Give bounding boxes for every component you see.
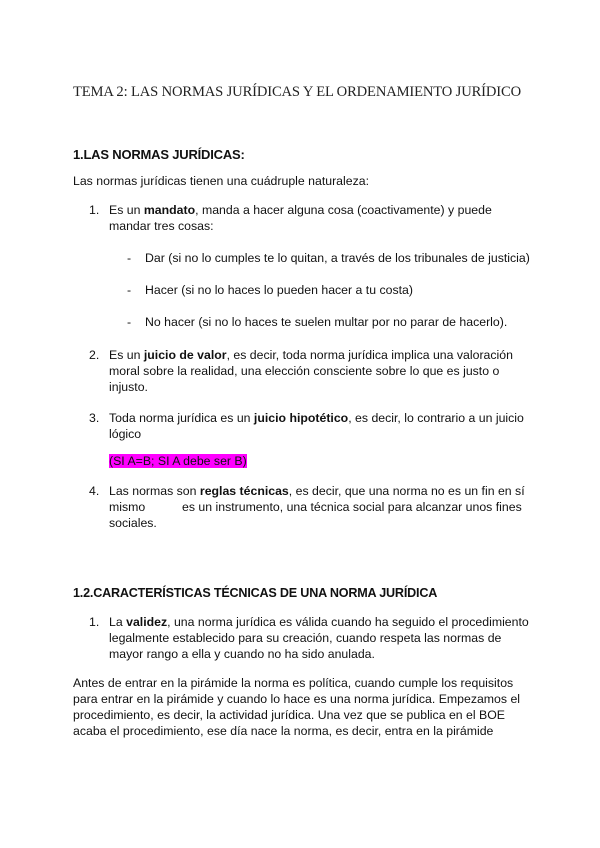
list-item-line: injusto.	[109, 380, 148, 394]
list-item-line: mismo	[109, 500, 146, 514]
list-item-line: mayor rango a ella y cuando no ha sido anulada.	[109, 647, 375, 661]
list-item-line: Es un juicio de valor, es decir, toda norma jurídica implica una valoración	[109, 348, 513, 362]
paragraph-line: acaba el procedimiento, ese día nace la norma, es decir, entra en la pirámide	[73, 724, 494, 738]
list-item-line: moral sobre la realidad, una elección consciente sobre lo que es justo o	[109, 364, 500, 378]
list-item-line: mandar tres cosas:	[109, 219, 214, 233]
list-item-line: lógico	[109, 427, 142, 441]
subitem-dash: -	[127, 315, 132, 329]
document-title: TEMA 2: LAS NORMAS JURÍDICAS Y EL ORDENAMIENTO JURÍDICO	[73, 84, 521, 100]
subitem-dash: -	[127, 251, 132, 265]
subitem-text: Dar (si no lo cumples te lo quitan, a través de los tribunales de justicia)	[145, 251, 530, 265]
list-item-line: sociales.	[109, 516, 157, 530]
paragraph-line: procedimiento, es decir, la actividad jurídica. Una vez que se publica en el BOE	[73, 708, 505, 722]
list-item-line: legalmente establecido para su creación, cuando respeta las normas de	[109, 631, 502, 645]
section-intro: Las normas jurídicas tienen una cuádruple naturaleza:	[73, 174, 369, 188]
list-item-number: 4.	[89, 484, 100, 498]
highlighted-formula: (SI A=B; SI A debe ser B)	[109, 454, 247, 468]
list-item-number: 1.	[89, 203, 100, 217]
list-item-line: Toda norma jurídica es un juicio hipotético, es decir, lo contrario a un juicio	[109, 411, 524, 425]
paragraph-line: para entrar en la pirámide y cuando lo hace es una norma jurídica. Empezamos el	[73, 692, 521, 706]
list-item-line: Las normas son reglas técnicas, es decir, que una norma no es un fin en sí	[109, 484, 525, 498]
section-heading-normas: 1.LAS NORMAS JURÍDICAS:	[73, 147, 245, 162]
list-item-line: La validez, una norma jurídica es válida cuando ha seguido el procedimiento	[109, 615, 529, 629]
list-item-number: 2.	[89, 348, 100, 362]
list-item-line: Es un mandato, manda a hacer alguna cosa (coactivamente) y puede	[109, 203, 492, 217]
list-item-number: 3.	[89, 411, 100, 425]
paragraph-line: Antes de entrar en la pirámide la norma es política, cuando cumple los requisitos	[73, 676, 514, 690]
list-item-number: 1.	[89, 615, 100, 629]
subitem-text: No hacer (si no lo haces te suelen multar por no parar de hacerlo).	[145, 315, 508, 329]
list-item-line: es un instrumento, una técnica social para alcanzar unos fines	[182, 500, 522, 514]
subitem-dash: -	[127, 283, 132, 297]
subitem-text: Hacer (si no lo haces lo pueden hacer a tu costa)	[145, 283, 413, 297]
section-heading-caracteristicas: 1.2.CARACTERÍSTICAS TÉCNICAS DE UNA NORMA JURÍDICA	[73, 586, 438, 600]
